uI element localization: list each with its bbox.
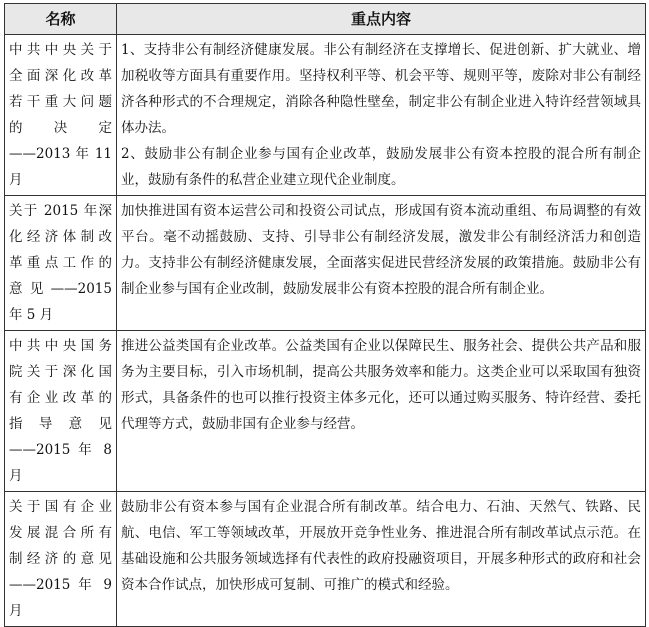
row-key-content: [117, 35, 646, 196]
content-paragraph: 2、鼓励非公有制企业参与国有企业改革，鼓励发展非公有资本控股的混合所有制企业，鼓励有条件的私营企业建立现代企业制度。: [121, 146, 641, 188]
name-line: 意 见 ——2015: [9, 281, 112, 297]
policy-table: [4, 3, 646, 627]
name-line: 月: [9, 603, 23, 619]
row-key-content: [117, 196, 646, 331]
name-line: 指 导 意 见: [9, 416, 112, 432]
table-row: [5, 35, 646, 196]
name-line: 化经济体制改: [9, 229, 112, 245]
name-line: 有企业改革的: [9, 390, 112, 406]
table-row: [5, 492, 646, 627]
name-line: 中共中央关于: [9, 42, 112, 58]
name-line: 若干重大问题: [9, 94, 112, 110]
content-paragraph: 推进公益类国有企业改革。公益类国有企业以保障民生、服务社会、提供公共产品和服务为主要目标，引入市场机制，提高公共服务效率和能力。这类企业可以采取国有独资形式，具备条件的也可以推行投资主体多元化，还可以通过购买服务、特许经营、委托代理等方式，鼓励非国有企业参与经营。: [121, 338, 641, 432]
name-line: 月: [9, 172, 23, 188]
name-line: 发展混合所有: [9, 525, 112, 541]
name-line: 制经济的意见: [9, 551, 112, 567]
name-line: 中共中央国务: [9, 338, 112, 354]
row-document-name: [5, 196, 117, 331]
name-line: ——2015 年 8: [9, 442, 112, 458]
content-paragraph: 加快推进国有资本运营公司和投资公司试点，形成国有资本流动重组、布局调整的有效平台。毫不动摇鼓励、支持、引导非公有制经济发展，激发非公有制经济活力和创造力。支持非公有制经济健康发展，全面落实促进民营经济发展的政策措施。鼓励非公有制企业参与国有企业改制，鼓励发展非公有资本控股的混合所有制企业。: [121, 203, 641, 297]
name-line: 月: [9, 468, 23, 484]
name-line: 全面深化改革: [9, 68, 112, 84]
table-header-row: [5, 4, 646, 35]
content-paragraph: 鼓励非公有资本参与国有企业混合所有制改革。结合电力、石油、天然气、铁路、民航、电信、军工等领域改革，开展放开竞争性业务、推进混合所有制改革试点示范。在基础设施和公共服务领域选择有代表性的政府投融资项目，开展多种形式的政府和社会资本合作试点，加快形成可复制、可推广的模式和经验。: [121, 499, 641, 593]
header-content: 重点内容: [117, 4, 646, 35]
row-document-name: [5, 492, 117, 627]
header-name: 名称: [5, 4, 117, 35]
content-paragraph: 1、支持非公有制经济健康发展。非公有制经济在支撑增长、促进创新、扩大就业、增加税收等方面具有重要作用。坚持权利平等、机会平等、规则平等，废除对非公有制经济各种形式的不合理规定，消除各种隐性壁垒，制定非公有制企业进入特许经营领域具体办法。: [121, 42, 641, 136]
row-document-name: [5, 35, 117, 196]
name-line: 的 决 定: [9, 120, 112, 136]
row-document-name: [5, 331, 117, 492]
name-line: 年 5 月: [9, 307, 54, 323]
row-key-content: [117, 492, 646, 627]
table-row: [5, 196, 646, 331]
table-row: [5, 331, 646, 492]
name-line: 院关于深化国: [9, 364, 112, 380]
row-key-content: [117, 331, 646, 492]
name-line: 关于 2015 年深: [9, 203, 112, 219]
name-line: 革重点工作的: [9, 255, 112, 271]
name-line: ——2015 年 9: [9, 577, 112, 593]
name-line: ——2013 年 11: [9, 146, 112, 162]
name-line: 关于国有企业: [9, 499, 112, 515]
